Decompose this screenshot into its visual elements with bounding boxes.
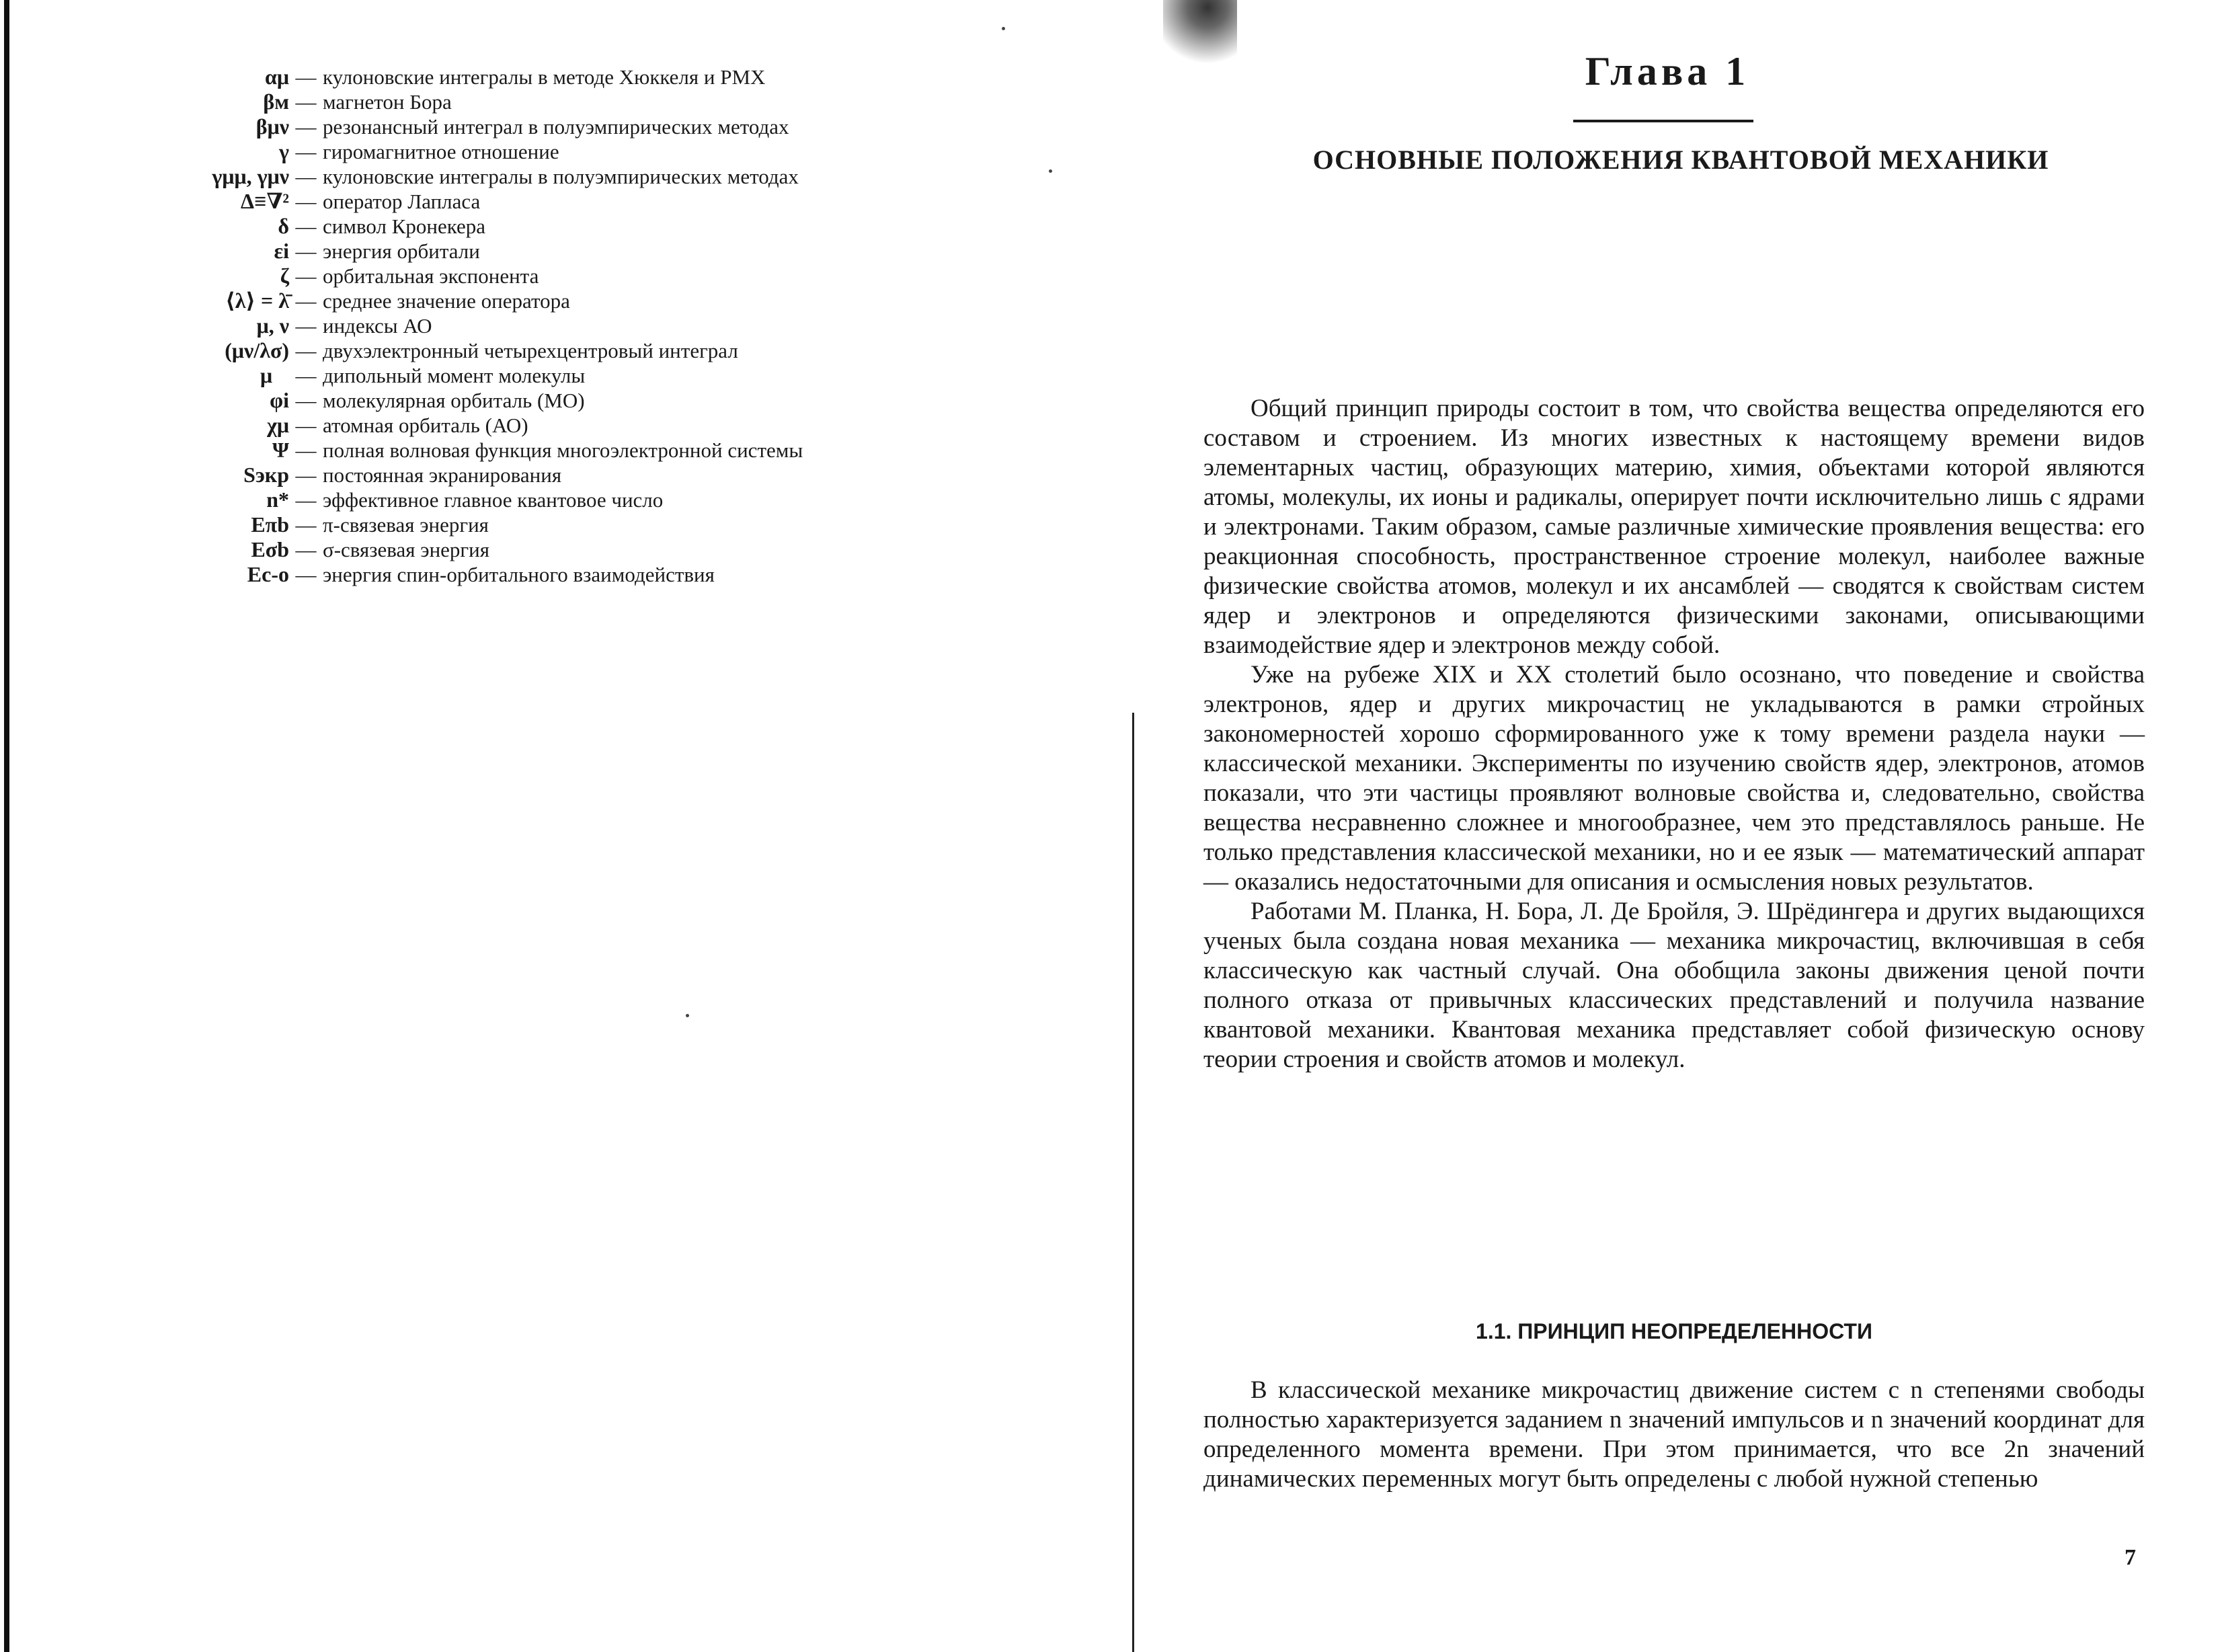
notation-description: среднее значение оператора [323, 289, 570, 313]
notation-symbol: Ec-o [247, 562, 289, 586]
notation-row [155, 164, 961, 189]
paragraph: Уже на рубеже XIX и XX столетий было осознано, что поведение и свойства электронов, ядер и других микрочастиц не укладываются в рамки стройных закономерностей хорошо сформированного уже к тому времени раздела науки — классической механики. Эксперименты по изучению свойств ядер, электронов, атомов показали, что эти частицы проявляют волновые свойства и, следовательно, свойства вещества несравненно сложнее и многообразнее, чем это представлялось раньше. Не только представления классической механики, но и ее язык — математический аппарат — оказались недостаточными для описания и осмысления новых результатов. [1203, 661, 2145, 896]
notation-description: атомная орбиталь (АО) [323, 414, 528, 437]
notation-description: π-связевая энергия [323, 513, 489, 537]
notation-description: магнетон Бора [323, 90, 452, 114]
notation-symbol: n* [266, 487, 289, 512]
notation-symbol: βμν [255, 114, 289, 139]
notation-symbol: Ψ [272, 438, 289, 462]
scan-speck [1049, 169, 1052, 173]
notation-description: символ Кронекера [323, 214, 486, 238]
notation-description: энергия спин-орбитального взаимодействия [323, 563, 715, 586]
notation-dash: — [295, 140, 317, 163]
notation-dash: — [295, 364, 317, 387]
notation-dash: — [295, 214, 317, 238]
chapter-subtitle: ОСНОВНЫЕ ПОЛОЖЕНИЯ КВАНТОВОЙ МЕХАНИКИ [1312, 145, 2049, 175]
notation-dash: — [295, 513, 317, 537]
notation-symbol: Sэкр [243, 463, 289, 487]
notation-description: энергия орбитали [323, 239, 480, 263]
page-number: 7 [2125, 1545, 2136, 1570]
chapter-title-rule [1573, 120, 1753, 122]
book-spine-line [1132, 713, 1134, 1652]
notation-symbol: ζ [280, 264, 289, 288]
notation-description: эффективное главное квантовое число [323, 488, 664, 512]
notation-dash: — [295, 165, 317, 188]
notation-dash: — [295, 339, 317, 362]
notation-symbol: Eπb [251, 512, 289, 537]
notation-row [155, 338, 961, 363]
notation-list [155, 65, 961, 587]
notation-dash: — [295, 264, 317, 288]
notation-symbol: εi [274, 239, 289, 263]
notation-row [155, 65, 961, 89]
notation-dash: — [295, 289, 317, 313]
notation-dash: — [295, 538, 317, 561]
notation-row [155, 363, 961, 388]
notation-description: постоянная экранирования [323, 463, 562, 487]
paragraph: Общий принцип природы состоит в том, что свойства вещества определяются его составом и строением. Из многих известных к настоящему времени видов элементарных частиц, образующих материю, химия, объектами которой являются атомы, молекулы, их ионы и радикалы, оперирует почти исключительно лишь с ядрами и электронами. Таким образом, самые различные химические проявления вещества: его реакционная способность, пространственное строение молекул, наиболее важные физические свойства атомов, молекул и их ансамблей — сводятся к свойствам систем ядер и электронов и определяются физическими законами, описывающими взаимодействие ядер и электронов между собой. [1203, 395, 2145, 659]
notation-dash: — [295, 563, 317, 586]
notation-row [155, 288, 961, 313]
notation-symbol: Eσb [251, 537, 289, 561]
chapter-title: Глава 1 [1585, 49, 1750, 93]
notation-symbol: ⟨λ⟩ = λ̄ [225, 288, 289, 313]
notation-description: оператор Лапласа [323, 190, 481, 213]
notation-symbol: (μν/λσ) [225, 338, 289, 362]
notation-description: двухэлектронный четырехцентровый интеграл [323, 339, 738, 362]
paragraph: В классической механике микрочастиц движение систем с n степенями свободы полностью характеризуется заданием n значений импульсов и n значений координат для определенного момента времени. При этом принимается, что все 2n значений динамических переменных могут быть определены с любой нужной степенью [1203, 1376, 2145, 1493]
notation-symbol: μ, ν [256, 313, 289, 338]
notation-symbol: Δ≡∇² [241, 189, 289, 213]
notation-symbol: γμμ, γμν [212, 164, 289, 188]
notation-dash: — [295, 65, 317, 89]
notation-symbol: δ [278, 214, 289, 238]
notation-row [155, 487, 961, 512]
scan-speck [686, 1014, 689, 1017]
notation-row [155, 562, 961, 587]
chapter-intro-text [1203, 394, 2145, 1074]
notation-symbol: αμ [265, 65, 289, 89]
notation-description: кулоновские интегралы в полуэмпирических методах [323, 165, 799, 188]
notation-row [155, 239, 961, 264]
notation-symbol: χμ [267, 413, 289, 437]
notation-row [155, 89, 961, 114]
notation-dash: — [295, 414, 317, 437]
notation-row [155, 114, 961, 139]
notation-dash: — [295, 115, 317, 139]
notation-row [155, 139, 961, 164]
notation-symbol: μ⃗ [260, 363, 289, 387]
notation-dash: — [295, 389, 317, 412]
notation-row [155, 463, 961, 487]
notation-row [155, 189, 961, 214]
notation-row [155, 264, 961, 288]
notation-description: молекулярная орбиталь (МО) [323, 389, 585, 412]
notation-description: σ-связевая энергия [323, 538, 489, 561]
section-text [1203, 1376, 2145, 1494]
notation-row [155, 413, 961, 438]
notation-description: гиромагнитное отношение [323, 140, 559, 163]
notation-dash: — [295, 314, 317, 338]
paragraph: Работами М. Планка, Н. Бора, Л. Де Бройля, Э. Шрёдингера и других выдающихся ученых была создана новая механика — механика микрочастиц, включившая в себя классическую как частный случай. Она обобщила законы движения ценой почти полного отказа от привычных классических представлений и получила название квантовой механики. Квантовая механика представляет собой физическую основу теории строения и свойств атомов и молекул. [1203, 898, 2145, 1073]
scan-speck [1002, 27, 1005, 30]
notation-row [155, 438, 961, 463]
notation-description: полная волновая функция многоэлектронной системы [323, 438, 803, 462]
notation-dash: — [295, 239, 317, 263]
notation-row [155, 214, 961, 239]
notation-description: кулоновские интегралы в методе Хюккеля и РМХ [323, 65, 766, 89]
notation-dash: — [295, 90, 317, 114]
notation-symbol: φi [270, 388, 289, 412]
notation-row [155, 313, 961, 338]
notation-symbol: γ [279, 139, 289, 163]
notation-dash: — [295, 190, 317, 213]
spine-shadow-top [1163, 0, 1237, 74]
notation-dash: — [295, 438, 317, 462]
notation-description: индексы АО [323, 314, 432, 338]
scan-edge-shadow [4, 0, 9, 1652]
section-heading: 1.1. ПРИНЦИП НЕОПРЕДЕЛЕННОСТИ [1476, 1319, 1872, 1343]
notation-dash: — [295, 488, 317, 512]
notation-row [155, 537, 961, 562]
notation-row [155, 512, 961, 537]
notation-description: дипольный момент молекулы [323, 364, 586, 387]
notation-row [155, 388, 961, 413]
notation-dash: — [295, 463, 317, 487]
notation-description: орбитальная экспонента [323, 264, 539, 288]
notation-description: резонансный интеграл в полуэмпирических методах [323, 115, 789, 139]
notation-symbol: βм [263, 89, 289, 114]
